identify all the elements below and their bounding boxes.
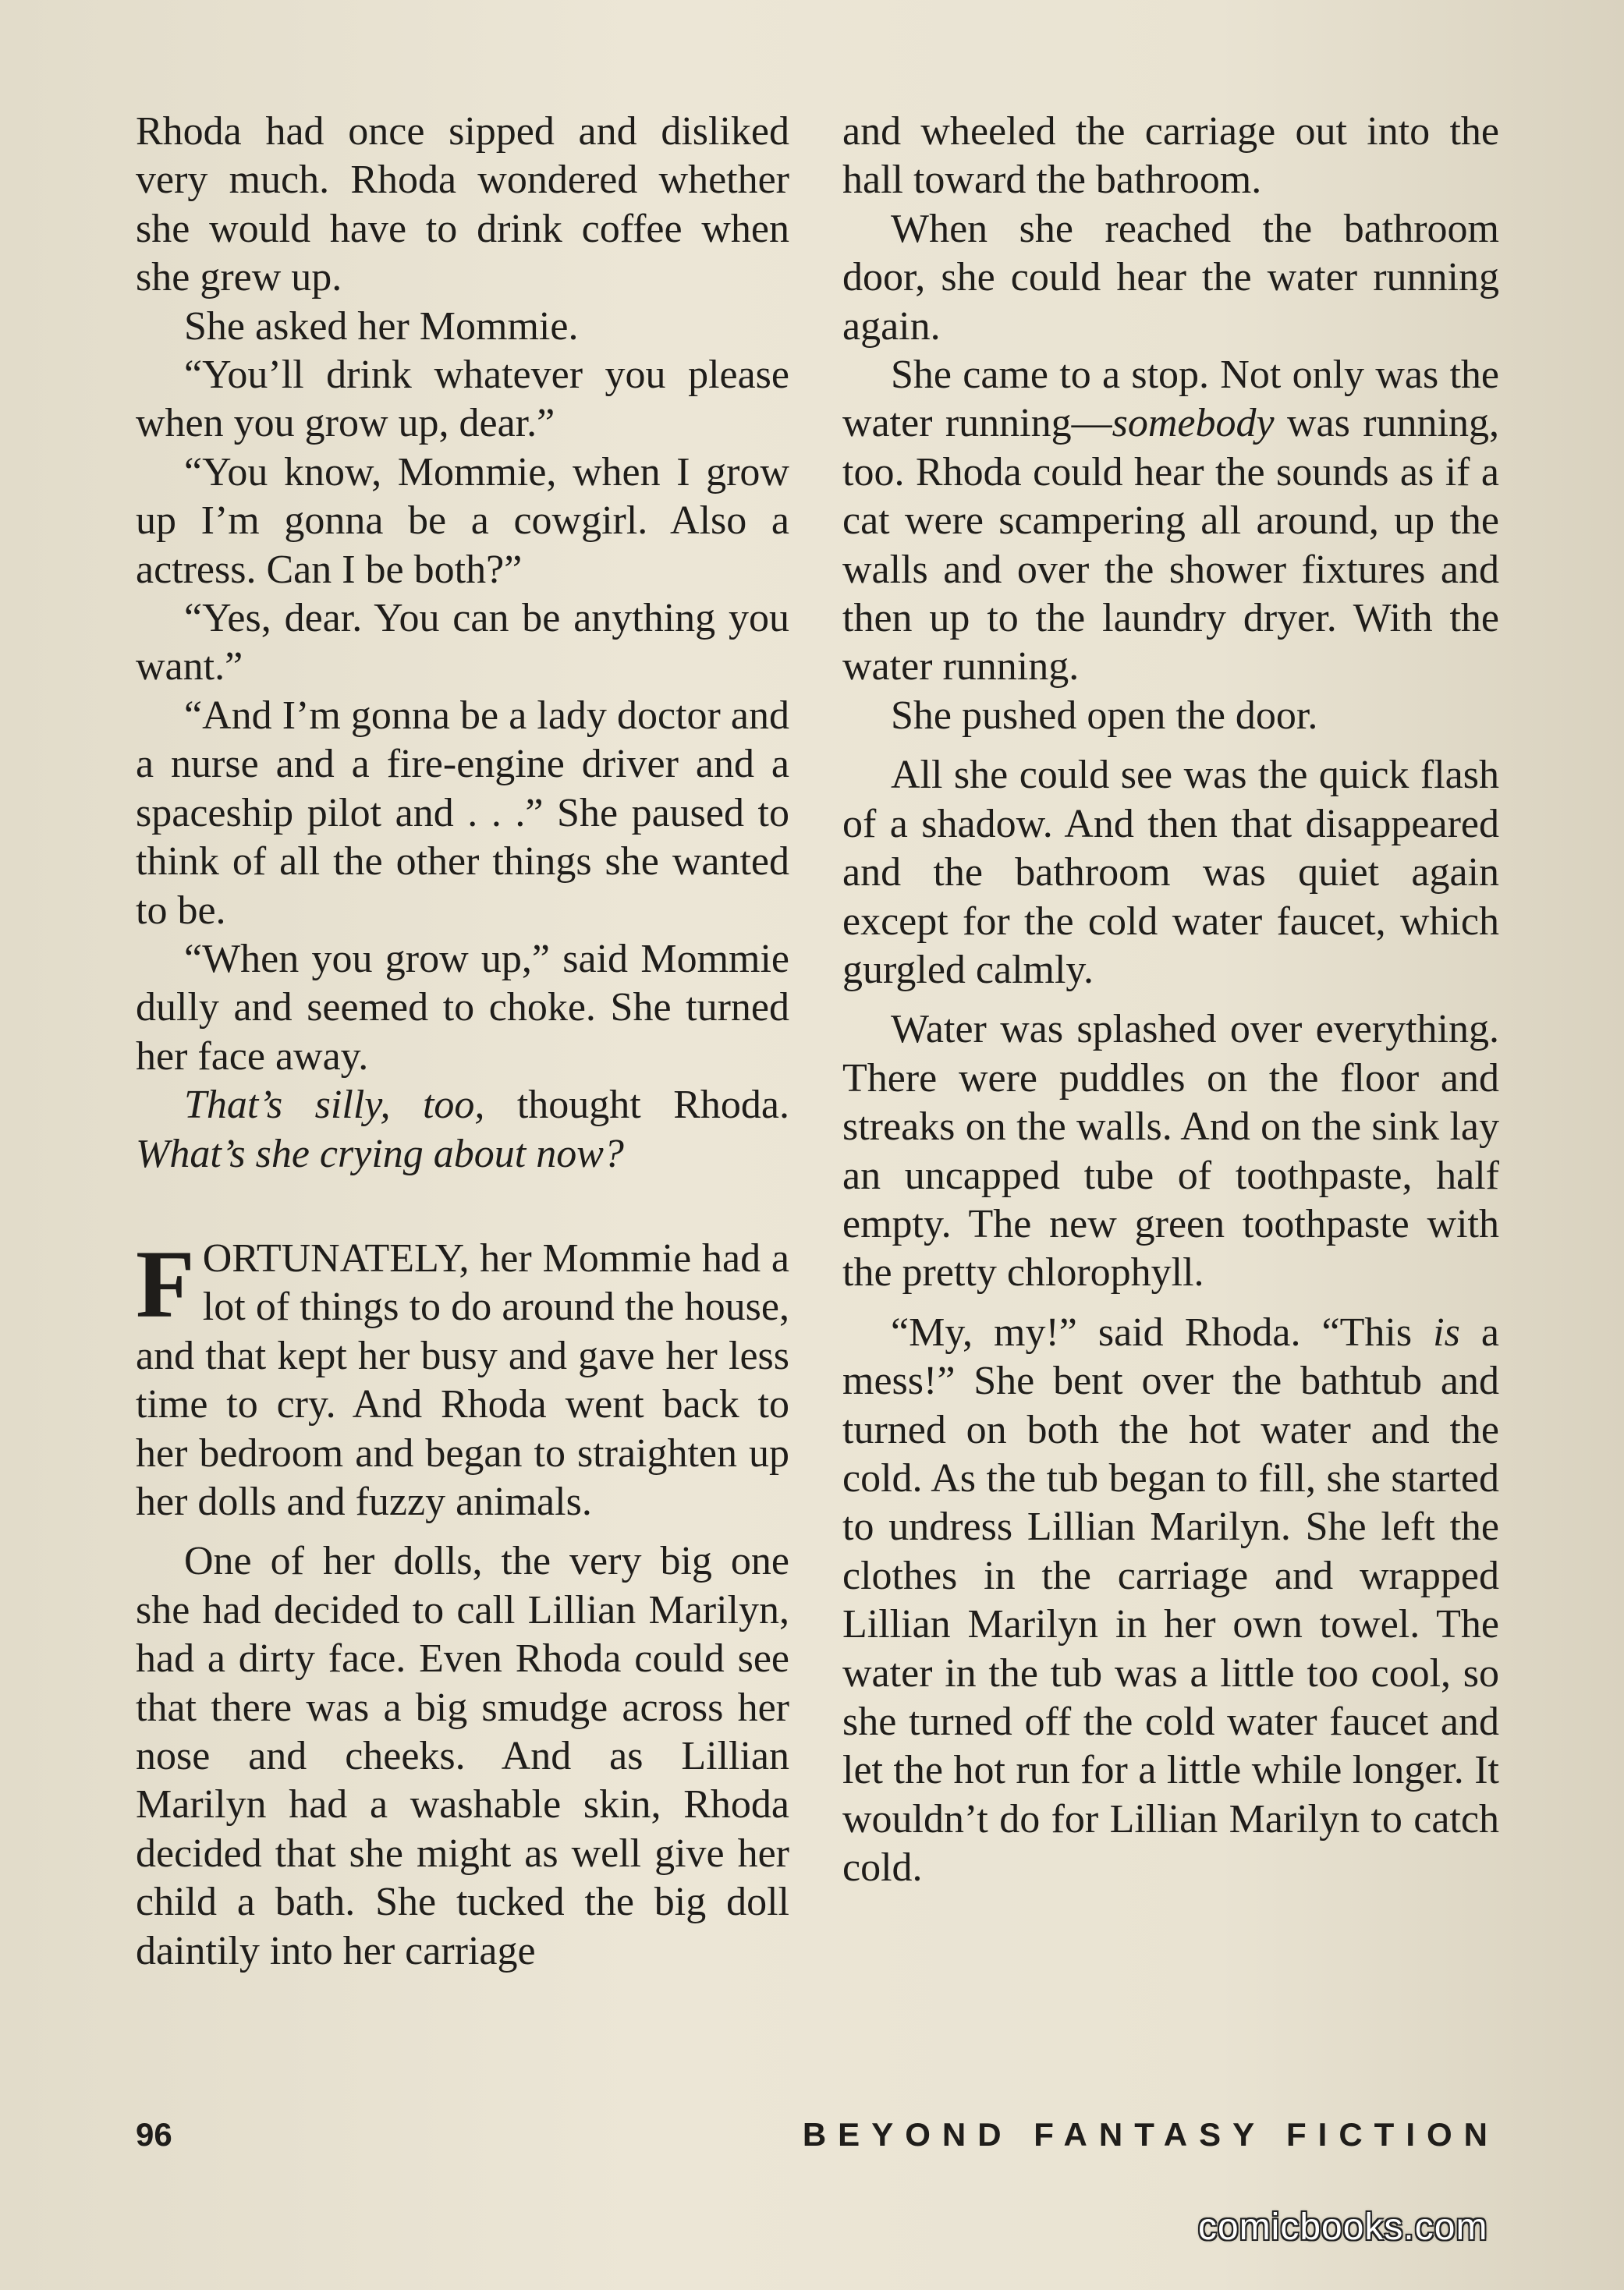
right-column [842, 108, 1499, 1893]
plain-text: a mess!” She bent over the bathtub and turned on both the hot water and the cold. As the tub began to fill, she started to undress Lillian Marilyn. She left the clothes in the carriage and wrapped Lillian Marilyn in her own towel. The water in the tub was a little too cool, so she turned off the cold water faucet and let the hot run for a little while longer. It wouldn’t do for Lillian Marilyn to catch cold. [842, 1310, 1499, 1891]
plain-text: thought Rhoda. [484, 1083, 789, 1128]
page-number: 96 [136, 2116, 172, 2153]
drop-cap: F [136, 1230, 195, 1338]
paragraph: “When you grow up,” said Mommie dully and seemed to choke. She turned her face away. [136, 936, 789, 1079]
watermark: comicbooks.com [1198, 2207, 1488, 2248]
paragraph: She asked her Mommie. [184, 303, 579, 349]
paragraph: She pushed open the door. [891, 693, 1318, 738]
paragraph: Water was splashed over everything. There were puddles on the floor and streaks on the walls. And on the sink lay an uncapped tube of toothpaste, half empty. The new green toothpaste with the pretty chlorophyll. [842, 1007, 1499, 1296]
paragraph [136, 1081, 789, 1179]
running-title: BEYOND FANTASY FICTION [802, 2116, 1499, 2153]
left-column [136, 108, 789, 1976]
plain-text: was running, too. Rhoda could hear the sounds as if a cat were scampering all around, up the walls and over the shower fixtures and then up to the laundry dryer. With the water running. [842, 401, 1499, 689]
page-footer [136, 2116, 1499, 2163]
paragraph: “And I’m gonna be a lady doctor and a nurse and a fire-engine driver and a spaceship pilot and . . .” She paused to think of all the other things she wanted to be. [136, 693, 789, 933]
paragraph: When she reached the bathroom door, she could hear the water running again. [842, 206, 1499, 349]
paragraph [842, 351, 1499, 692]
paragraph: and wheeled the carriage out into the hall toward the bathroom. [842, 109, 1499, 203]
plain-text: She came to a stop. Not only was the water running— [842, 353, 1499, 446]
italic-text: That’s silly, too, [184, 1083, 485, 1128]
italic-text: is [1433, 1310, 1460, 1355]
paragraph [842, 1309, 1499, 1893]
paragraph: “You’ll drink whatever you please when you grow up, dear.” [136, 353, 789, 446]
paragraph: One of her dolls, the very big one she had decided to call Lillian Marilyn, had a dirty face. Even Rhoda could see that there was a big smudge across her nose and cheeks. And as Lillian Marilyn had a washable skin, Rhoda decided that she might as well give her child a bath. She tucked the big doll daintily into her carriage [136, 1539, 789, 1973]
italic-text: somebody [1112, 401, 1275, 446]
paragraph: “You know, Mommie, when I grow up I’m gonna be a cowgirl. Also a actress. Can I be both?” [136, 449, 789, 592]
paragraph-text: ORTUNATELY, her Mommie had a lot of things to do around the house, and that kept her busy and gave her less time to cry. And Rhoda went back to her bedroom and began to straighten up her dolls and fuzzy animals. [136, 1235, 789, 1524]
paragraph: Rhoda had once sipped and disliked very much. Rhoda wondered whether she would have to drink coffee when she grew up. [136, 109, 789, 300]
italic-text: What’s she crying about now? [136, 1131, 624, 1176]
paragraph: “Yes, dear. You can be anything you want.” [136, 596, 789, 689]
section-paragraph [136, 1230, 789, 1526]
plain-text: “My, my!” said Rhoda. “This [891, 1310, 1434, 1355]
paragraph: All she could see was the quick flash of a shadow. And then that disappeared and the bathroom was quiet again except for the cold water faucet, which gurgled calmly. [842, 753, 1499, 992]
